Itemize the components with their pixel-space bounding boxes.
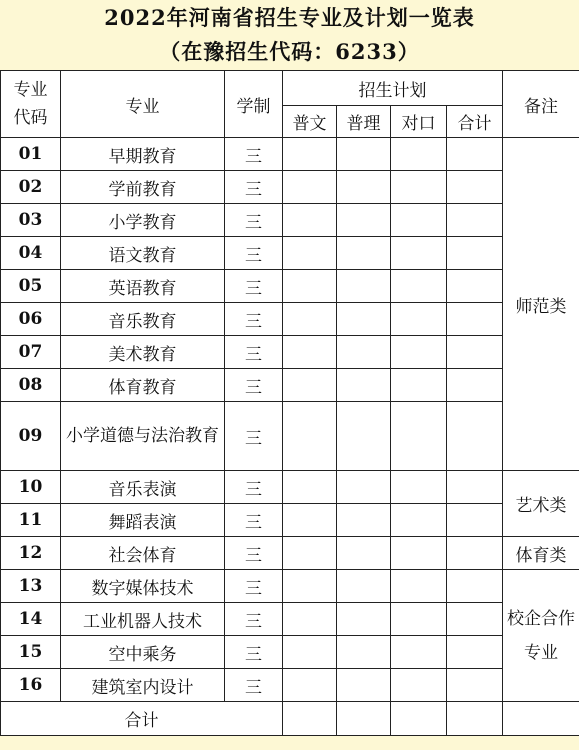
cell-code: 11 [1, 504, 61, 537]
cell-code: 10 [1, 471, 61, 504]
cell-duikou [391, 570, 447, 603]
cell-li [337, 669, 391, 702]
cell-code: 01 [1, 138, 61, 171]
cell-duration: 三 [225, 270, 283, 303]
header-plan: 招生计划 [283, 71, 503, 106]
cell-code: 14 [1, 603, 61, 636]
cell-wen [283, 138, 337, 171]
cell-duration: 三 [225, 171, 283, 204]
cell-code: 02 [1, 171, 61, 204]
cell-major: 早期教育 [61, 138, 225, 171]
header-code-line2: 代码 [13, 108, 48, 128]
cell-duration: 三 [225, 570, 283, 603]
table-row [1, 537, 579, 570]
cell-major: 空中乘务 [61, 636, 225, 669]
cell-li [337, 171, 391, 204]
remark-coop: 校企合作专业 [503, 570, 579, 702]
cell-major: 英语教育 [61, 270, 225, 303]
cell-total [447, 471, 503, 504]
cell-total [447, 504, 503, 537]
total-row [1, 702, 579, 736]
remark-teacher: 师范类 [503, 138, 579, 471]
header-major: 专业 [61, 71, 225, 138]
cell-wen [283, 204, 337, 237]
cell-li [337, 204, 391, 237]
table-row [1, 369, 579, 402]
cell-major: 数字媒体技术 [61, 570, 225, 603]
cell-total [447, 303, 503, 336]
total-remark [503, 702, 579, 736]
cell-wen [283, 402, 337, 471]
cell-code: 06 [1, 303, 61, 336]
cell-major: 音乐教育 [61, 303, 225, 336]
cell-wen [283, 603, 337, 636]
cell-li [337, 603, 391, 636]
cell-duikou [391, 402, 447, 471]
cell-duikou [391, 237, 447, 270]
page-subtitle: （在豫招生代码：6233） [159, 39, 420, 64]
cell-duikou [391, 270, 447, 303]
cell-duration: 三 [225, 636, 283, 669]
cell-duikou [391, 537, 447, 570]
header-plan-total: 合计 [447, 106, 503, 138]
total-duikou [391, 702, 447, 736]
cell-total [447, 603, 503, 636]
cell-total [447, 369, 503, 402]
cell-duration: 三 [225, 303, 283, 336]
cell-total [447, 270, 503, 303]
cell-wen [283, 504, 337, 537]
cell-li [337, 570, 391, 603]
cell-code: 03 [1, 204, 61, 237]
cell-li [337, 237, 391, 270]
cell-duration: 三 [225, 237, 283, 270]
table-row [1, 237, 579, 270]
header-code-line1: 专业 [13, 80, 48, 100]
cell-major: 学前教育 [61, 171, 225, 204]
cell-li [337, 336, 391, 369]
cell-wen [283, 471, 337, 504]
cell-duration: 三 [225, 204, 283, 237]
table-row [1, 570, 579, 603]
cell-total [447, 402, 503, 471]
cell-major: 舞蹈表演 [61, 504, 225, 537]
cell-duration: 三 [225, 402, 283, 471]
cell-total [447, 669, 503, 702]
cell-wen [283, 303, 337, 336]
cell-duration: 三 [225, 369, 283, 402]
header-plan-wen: 普文 [283, 106, 337, 138]
cell-wen [283, 336, 337, 369]
cell-wen [283, 636, 337, 669]
remark-art: 艺术类 [503, 471, 579, 537]
cell-major: 音乐表演 [61, 471, 225, 504]
cell-duikou [391, 603, 447, 636]
cell-li [337, 537, 391, 570]
cell-li [337, 270, 391, 303]
cell-code: 09 [1, 402, 61, 471]
cell-code: 16 [1, 669, 61, 702]
cell-duikou [391, 669, 447, 702]
cell-duikou [391, 303, 447, 336]
cell-duikou [391, 336, 447, 369]
total-label: 合计 [1, 702, 283, 736]
total-li [337, 702, 391, 736]
cell-code: 15 [1, 636, 61, 669]
cell-total [447, 171, 503, 204]
cell-code: 13 [1, 570, 61, 603]
cell-total [447, 237, 503, 270]
cell-major: 小学道德与法治教育 [61, 402, 225, 471]
cell-duration: 三 [225, 336, 283, 369]
cell-major: 体育教育 [61, 369, 225, 402]
cell-duikou [391, 171, 447, 204]
cell-duikou [391, 204, 447, 237]
cell-wen [283, 171, 337, 204]
cell-total [447, 138, 503, 171]
table-row [1, 138, 579, 171]
cell-wen [283, 669, 337, 702]
header-remark: 备注 [503, 71, 579, 138]
header-duration: 学制 [225, 71, 283, 138]
cell-duikou [391, 369, 447, 402]
cell-major: 小学教育 [61, 204, 225, 237]
header-code [1, 71, 61, 138]
cell-code: 07 [1, 336, 61, 369]
remark-sports: 体育类 [503, 537, 579, 570]
total-wen [283, 702, 337, 736]
cell-total [447, 204, 503, 237]
cell-li [337, 369, 391, 402]
cell-li [337, 138, 391, 171]
cell-wen [283, 237, 337, 270]
cell-duration: 三 [225, 504, 283, 537]
cell-duration: 三 [225, 669, 283, 702]
cell-total [447, 636, 503, 669]
cell-wen [283, 570, 337, 603]
cell-code: 05 [1, 270, 61, 303]
cell-wen [283, 369, 337, 402]
title-area [0, 0, 579, 70]
table-row [1, 669, 579, 702]
cell-li [337, 402, 391, 471]
cell-code: 12 [1, 537, 61, 570]
cell-duikou [391, 636, 447, 669]
table-row [1, 204, 579, 237]
page-title: 2022年河南省招生专业及计划一览表 [104, 5, 475, 30]
cell-li [337, 636, 391, 669]
table-row [1, 603, 579, 636]
cell-major: 社会体育 [61, 537, 225, 570]
cell-total [447, 336, 503, 369]
cell-duikou [391, 471, 447, 504]
cell-li [337, 303, 391, 336]
cell-major: 建筑室内设计 [61, 669, 225, 702]
cell-wen [283, 537, 337, 570]
cell-duration: 三 [225, 537, 283, 570]
cell-code: 04 [1, 237, 61, 270]
cell-duration: 三 [225, 138, 283, 171]
table-row [1, 402, 579, 471]
cell-major: 美术教育 [61, 336, 225, 369]
cell-li [337, 504, 391, 537]
cell-major: 语文教育 [61, 237, 225, 270]
total-total [447, 702, 503, 736]
cell-wen [283, 270, 337, 303]
table-row [1, 303, 579, 336]
cell-duikou [391, 138, 447, 171]
cell-li [337, 471, 391, 504]
cell-total [447, 570, 503, 603]
cell-total [447, 537, 503, 570]
cell-duration: 三 [225, 603, 283, 636]
cell-major: 工业机器人技术 [61, 603, 225, 636]
table-row [1, 171, 579, 204]
header-plan-li: 普理 [337, 106, 391, 138]
cell-duikou [391, 504, 447, 537]
table-row [1, 471, 579, 504]
enrollment-plan-table [0, 70, 579, 736]
table-row [1, 504, 579, 537]
header-plan-duikou: 对口 [391, 106, 447, 138]
cell-code: 08 [1, 369, 61, 402]
cell-duration: 三 [225, 471, 283, 504]
table-row [1, 270, 579, 303]
table-row [1, 636, 579, 669]
table-row [1, 336, 579, 369]
